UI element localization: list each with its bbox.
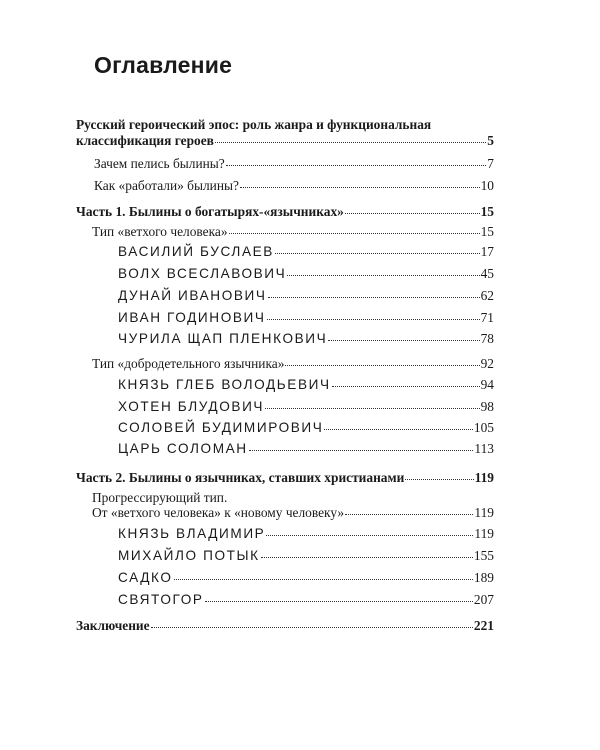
toc-hero-entry[interactable] <box>118 399 494 415</box>
leader-dots <box>267 309 480 320</box>
page-number: 62 <box>480 288 494 303</box>
toc-type-entry[interactable] <box>92 224 494 240</box>
leader-dots <box>249 440 474 451</box>
leader-dots <box>151 617 473 628</box>
leader-dots <box>324 419 472 430</box>
toc-entry-label: САДКО <box>118 570 173 585</box>
toc-entry-label: ДУНАЙ ИВАНОВИЧ <box>118 288 267 303</box>
page-number: 105 <box>473 420 494 435</box>
toc-hero-entry[interactable] <box>118 592 494 608</box>
toc-hero-entry[interactable] <box>118 441 494 457</box>
toc-sub-entry[interactable] <box>94 156 494 172</box>
toc-entry-label: КНЯЗЬ ГЛЕБ ВОЛОДЬЕВИЧ <box>118 377 331 392</box>
toc-sub-entry[interactable] <box>94 178 494 194</box>
page-number: 15 <box>480 204 494 219</box>
page-number: 78 <box>480 331 494 346</box>
page-number: 45 <box>480 266 494 281</box>
leader-dots <box>226 155 487 166</box>
toc-entry-label: ЦАРЬ СОЛОМАН <box>118 441 248 456</box>
toc-entry-label: СВЯТОГОР <box>118 592 204 607</box>
toc-entry-label: Тип «добродетельного язычника» <box>92 356 285 371</box>
leader-dots <box>266 525 473 536</box>
leader-dots <box>215 132 486 143</box>
page-number: 189 <box>473 570 494 585</box>
leader-dots <box>275 243 480 254</box>
toc-hero-entry[interactable] <box>118 331 494 347</box>
leader-dots <box>240 177 480 188</box>
toc-entry-label: Часть 1. Былины о богатырях-«язычниках» <box>76 204 344 219</box>
toc-entry-label: ИВАН ГОДИНОВИЧ <box>118 310 266 325</box>
leader-dots <box>287 265 479 276</box>
toc-entry-label: Зачем пелись былины? <box>94 156 225 171</box>
toc-entry-label: Заключение <box>76 618 150 633</box>
page-title: Оглавление <box>94 52 233 78</box>
page-number: 119 <box>474 470 494 485</box>
toc-conclusion-entry[interactable] <box>76 618 494 634</box>
toc-entry-label: ХОТЕН БЛУДОВИЧ <box>118 399 265 414</box>
leader-dots <box>205 591 473 602</box>
page-number: 98 <box>480 399 494 414</box>
toc-entry-label: ЧУРИЛА ЩАП ПЛЕНКОВИЧ <box>118 331 328 346</box>
toc-hero-entry[interactable] <box>118 377 494 393</box>
page-number: 119 <box>474 505 494 520</box>
toc-entry-label: МИХАЙЛО ПОТЫК <box>118 548 260 563</box>
leader-dots <box>285 355 479 366</box>
toc-hero-entry[interactable] <box>118 310 494 326</box>
page-number: 94 <box>480 377 494 392</box>
leader-dots <box>265 398 480 409</box>
leader-dots <box>229 223 480 234</box>
toc-part1-entry[interactable] <box>76 204 494 220</box>
toc-part2-entry[interactable] <box>76 470 494 486</box>
toc-entry-label: СОЛОВЕЙ БУДИМИРОВИЧ <box>118 420 324 435</box>
leader-dots <box>345 203 480 214</box>
toc-hero-entry[interactable] <box>118 266 494 282</box>
toc-hero-entry[interactable] <box>118 244 494 260</box>
toc-entry-label: Тип «ветхого человека» <box>92 224 228 239</box>
toc-entry-label: ВАСИЛИЙ БУСЛАЕВ <box>118 244 274 259</box>
toc-entry-label: Часть 2. Былины о язычниках, ставших христианами <box>76 470 405 485</box>
page-number: 71 <box>480 310 494 325</box>
page-number: 119 <box>474 526 494 541</box>
page-number: 5 <box>487 133 494 148</box>
page-number: 113 <box>474 441 494 456</box>
leader-dots <box>174 569 473 580</box>
toc-type-entry[interactable] <box>92 505 494 521</box>
toc-intro-entry[interactable] <box>76 133 494 149</box>
leader-dots <box>405 469 473 480</box>
toc-hero-entry[interactable] <box>118 288 494 304</box>
toc-intro-title-line1: Русский героический эпос: роль жанра и функциональная <box>76 117 432 132</box>
leader-dots <box>345 504 473 515</box>
page-number: 7 <box>487 156 494 171</box>
page-number: 92 <box>480 356 494 371</box>
page-number: 155 <box>473 548 494 563</box>
toc-entry-label: классификация героев <box>76 133 214 148</box>
leader-dots <box>268 287 480 298</box>
leader-dots <box>261 547 473 558</box>
page-number: 221 <box>473 618 494 633</box>
toc-hero-entry[interactable] <box>118 570 494 586</box>
leader-dots <box>328 330 479 341</box>
toc-entry-label: КНЯЗЬ ВЛАДИМИР <box>118 526 266 541</box>
toc-entry-label: ВОЛХ ВСЕСЛАВОВИЧ <box>118 266 287 281</box>
toc-entry-label: Как «работали» былины? <box>94 178 239 193</box>
leader-dots <box>332 376 480 387</box>
page-number: 17 <box>480 244 494 259</box>
toc-hero-entry[interactable] <box>118 548 494 564</box>
page-number: 10 <box>480 178 494 193</box>
page-number: 207 <box>473 592 494 607</box>
toc-type-entry[interactable] <box>92 356 494 372</box>
toc-hero-entry[interactable] <box>118 420 494 436</box>
toc-hero-entry[interactable] <box>118 526 494 542</box>
toc-type-title-line1: Прогрессирующий тип. <box>92 490 228 505</box>
page-number: 15 <box>480 224 494 239</box>
toc-entry-label: От «ветхого человека» к «новому человеку» <box>92 505 345 520</box>
